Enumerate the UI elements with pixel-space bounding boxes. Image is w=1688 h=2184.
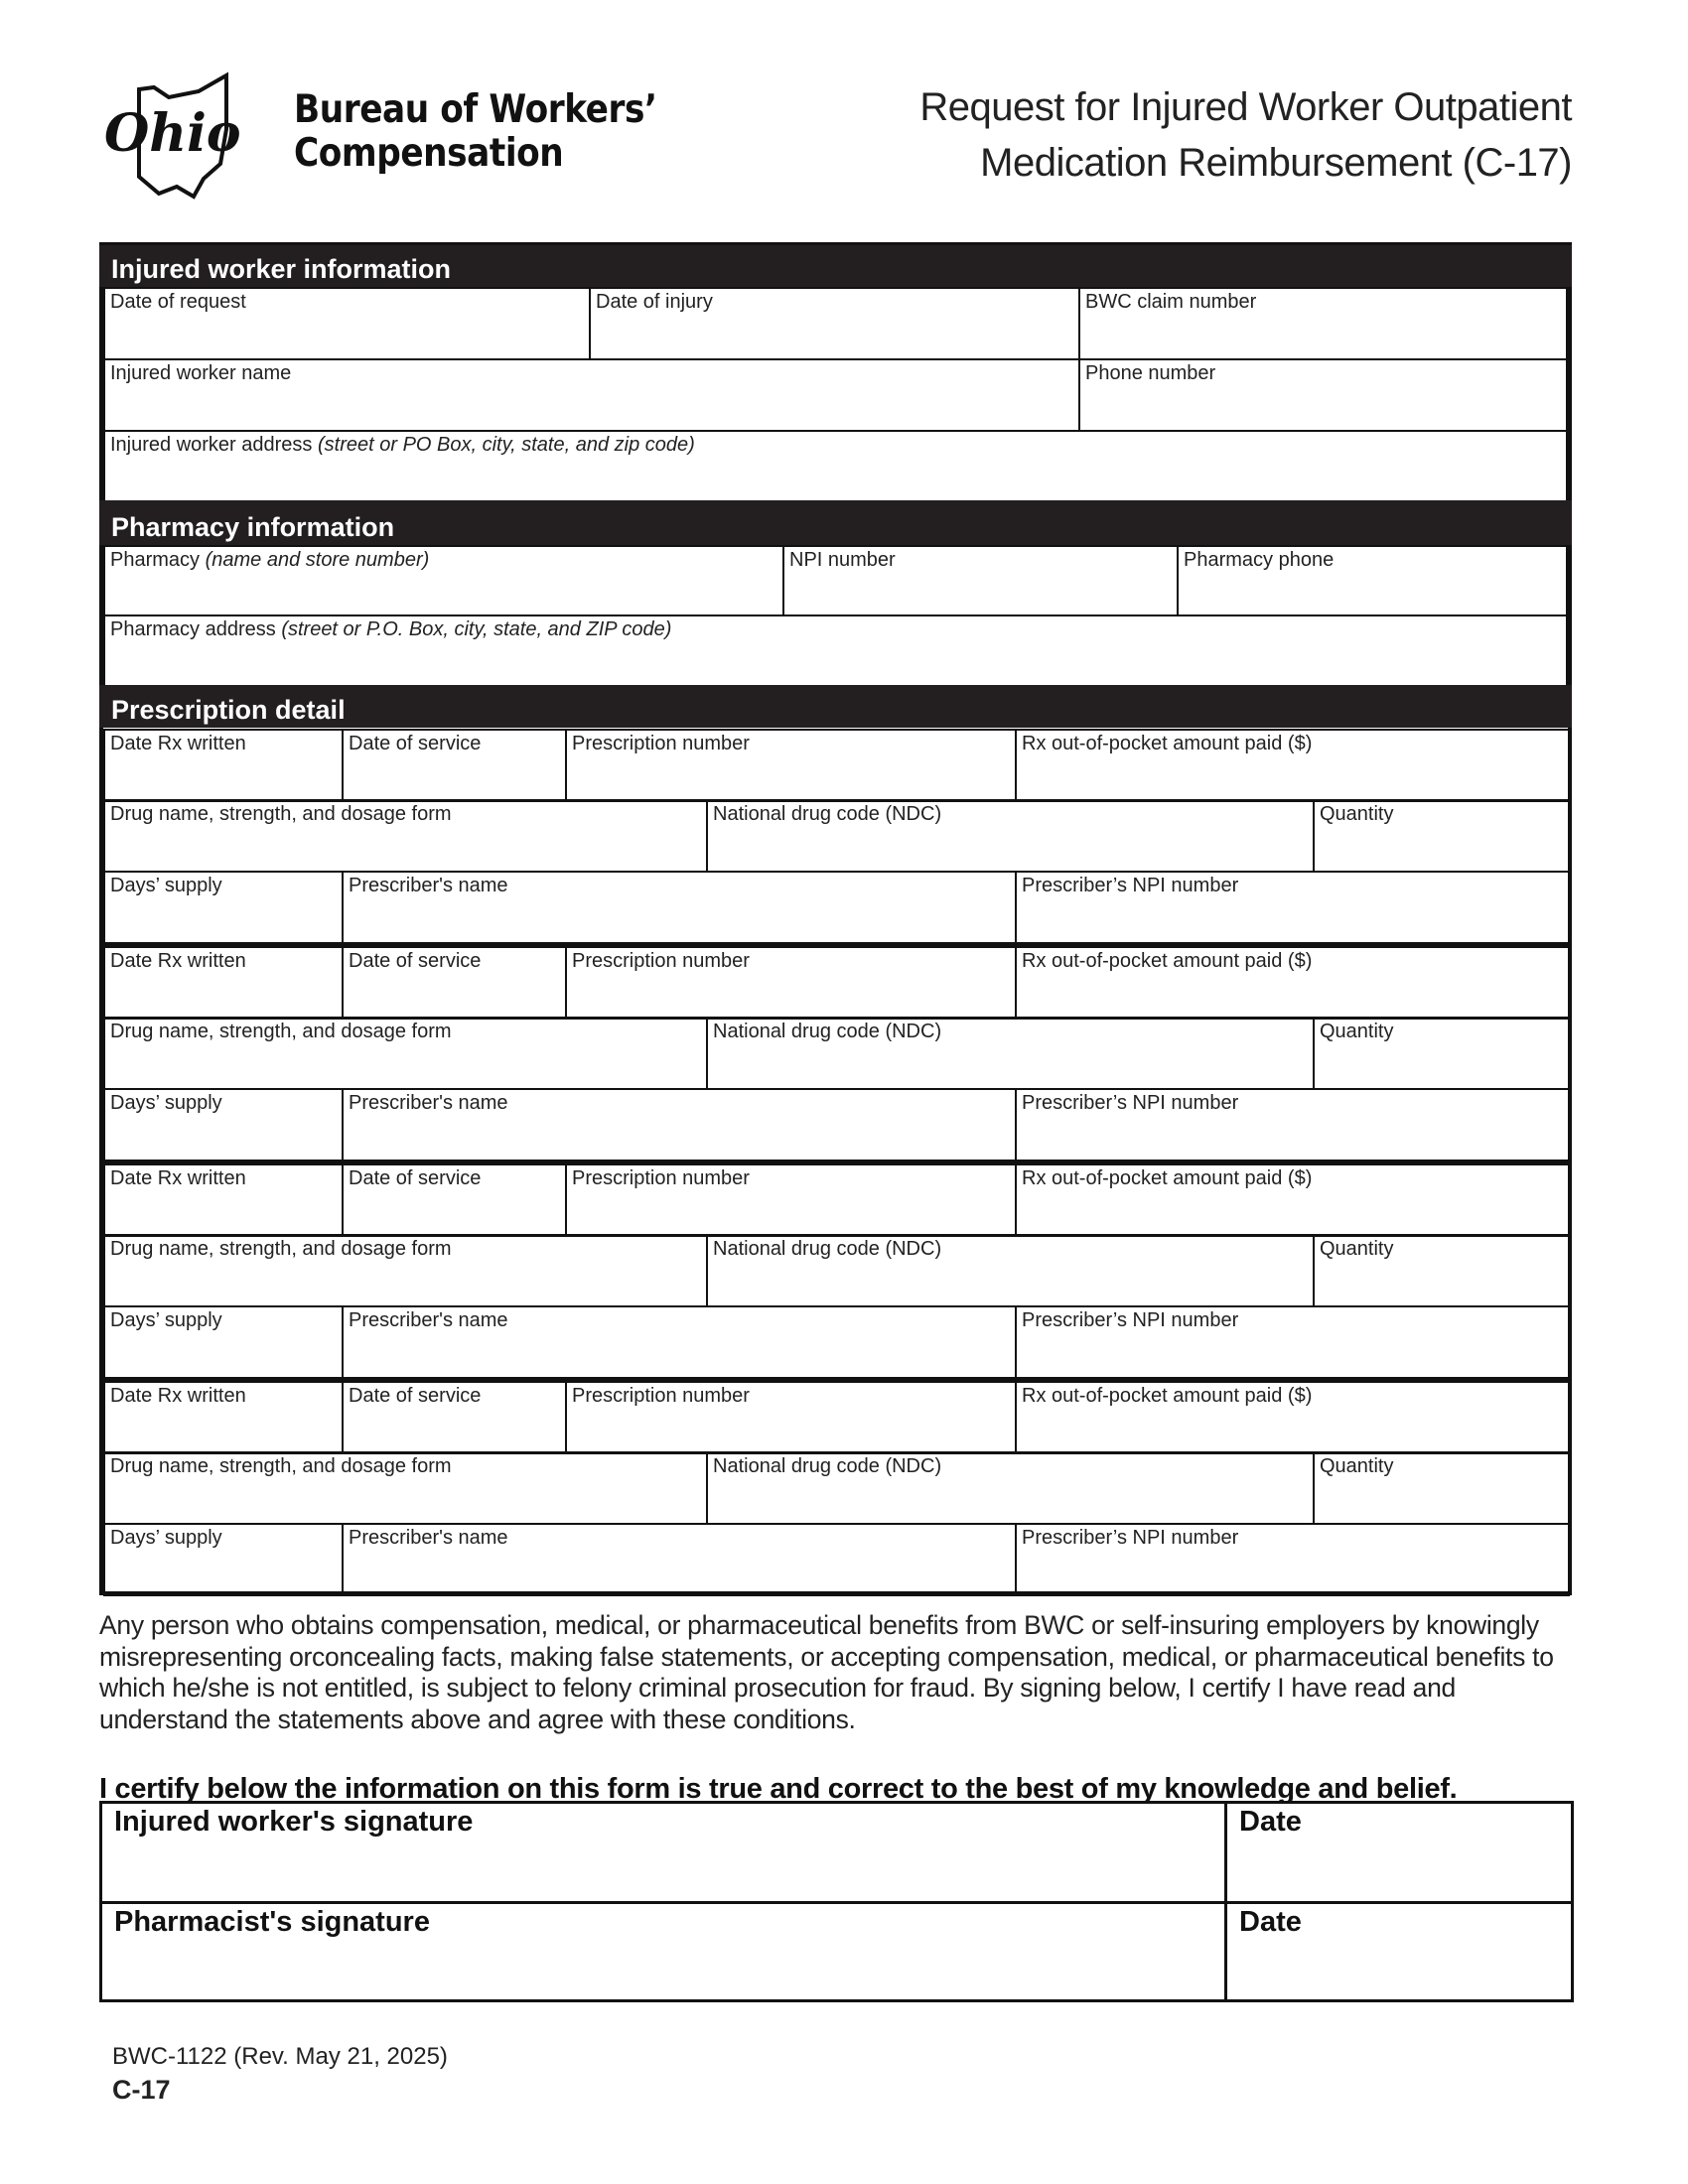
prescriber-name-field[interactable] <box>342 871 1017 944</box>
fraud-disclaimer: Any person who obtains compensation, medical, or pharmaceutical benefits from BWC or self-insuring employers by knowingly misrepresenting orconcealing facts, making false statements, or accepting compensation, medical, or pharmaceutical benefits to which he/she is not entitled, is subject to felony criminal prosecution for fraud. By signing below, I certify I have read and understand the statements above and agree with these conditions. <box>99 1610 1554 1734</box>
org-name-line1: Bureau of Workers’ <box>294 87 657 132</box>
field-label: Date of service <box>349 733 482 754</box>
section-heading-injured-worker: Injured worker information <box>99 245 1572 287</box>
prescription-number-field[interactable] <box>565 946 1017 1020</box>
field-hint: (street or P.O. Box, city, state, and ZIP code) <box>281 618 672 640</box>
field-label: Prescriber's name <box>349 1309 508 1331</box>
prescriber-npi-field[interactable] <box>1015 871 1570 944</box>
field-label: Date of injury <box>596 291 713 313</box>
pharmacy-npi-field[interactable] <box>782 545 1179 616</box>
prescriber-name-field[interactable] <box>342 1305 1017 1379</box>
field-label: Pharmacy address <box>110 618 276 640</box>
field-label: Days’ supply <box>110 1527 222 1549</box>
field-label: Date Rx written <box>110 950 246 972</box>
days-supply-field[interactable] <box>103 1523 344 1596</box>
quantity-field[interactable] <box>1313 1017 1570 1090</box>
date-rx-written-field[interactable] <box>103 729 344 802</box>
prescriber-npi-field[interactable] <box>1015 1523 1570 1596</box>
worker-name-field[interactable] <box>103 358 1080 432</box>
field-label: Prescriber's name <box>349 1527 508 1549</box>
quantity-field[interactable] <box>1313 1451 1570 1525</box>
ohio-logo <box>99 69 268 204</box>
claim-number-field[interactable] <box>1078 287 1568 360</box>
field-label: Prescription number <box>572 950 750 972</box>
quantity-field[interactable] <box>1313 799 1570 873</box>
amount-paid-field[interactable] <box>1015 946 1570 1020</box>
date-of-request-field[interactable] <box>103 287 591 360</box>
field-label: Phone number <box>1085 362 1216 384</box>
field-label: Date Rx written <box>110 1385 246 1407</box>
group-divider <box>99 1161 1572 1165</box>
date-rx-written-field[interactable] <box>103 1163 344 1237</box>
form-code: C-17 <box>112 2075 171 2105</box>
field-label: Date of service <box>349 1385 482 1407</box>
ndc-field[interactable] <box>706 1451 1315 1525</box>
date-rx-written-field[interactable] <box>103 1381 344 1454</box>
field-label: Pharmacy phone <box>1184 549 1335 571</box>
amount-paid-field[interactable] <box>1015 729 1570 802</box>
svg-text:Ohio: Ohio <box>104 103 241 164</box>
field-label: Prescriber’s NPI number <box>1022 875 1239 896</box>
worker-address-field[interactable] <box>103 430 1568 502</box>
drug-name-field[interactable] <box>103 1017 708 1090</box>
field-label: Drug name, strength, and dosage form <box>110 1455 452 1477</box>
pharmacist-signature-field[interactable] <box>99 1901 1227 2002</box>
field-label: Drug name, strength, and dosage form <box>110 803 452 825</box>
date-of-service-field[interactable] <box>342 729 567 802</box>
date-of-injury-field[interactable] <box>589 287 1080 360</box>
field-label: Prescriber’s NPI number <box>1022 1309 1239 1331</box>
field-label: Date of service <box>349 1167 482 1189</box>
field-label: Quantity <box>1320 1021 1394 1042</box>
prescriber-npi-field[interactable] <box>1015 1305 1570 1379</box>
prescription-number-field[interactable] <box>565 729 1017 802</box>
field-label: Prescriber’s NPI number <box>1022 1092 1239 1114</box>
worker-signature-field[interactable] <box>99 1801 1227 1904</box>
prescriber-name-field[interactable] <box>342 1523 1017 1596</box>
field-label: National drug code (NDC) <box>713 803 942 825</box>
field-label: NPI number <box>789 549 896 571</box>
date-of-service-field[interactable] <box>342 1163 567 1237</box>
amount-paid-field[interactable] <box>1015 1381 1570 1454</box>
amount-paid-field[interactable] <box>1015 1163 1570 1237</box>
date-of-service-field[interactable] <box>342 1381 567 1454</box>
prescriber-npi-field[interactable] <box>1015 1088 1570 1161</box>
field-label: Date Rx written <box>110 733 246 754</box>
field-label: Quantity <box>1320 803 1394 825</box>
worker-phone-field[interactable] <box>1078 358 1568 432</box>
field-label: Injured worker address <box>110 434 313 456</box>
prescription-number-field[interactable] <box>565 1163 1017 1237</box>
certification-statement: I certify below the information on this form is true and correct to the best of my knowledge and belief. <box>99 1773 1458 1805</box>
drug-name-field[interactable] <box>103 1234 708 1307</box>
field-label: Date of request <box>110 291 246 313</box>
field-label: Date of service <box>349 950 482 972</box>
field-label: National drug code (NDC) <box>713 1021 942 1042</box>
field-label: Date <box>1239 1806 1302 1838</box>
days-supply-field[interactable] <box>103 1305 344 1379</box>
field-label: Quantity <box>1320 1455 1394 1477</box>
ndc-field[interactable] <box>706 799 1315 873</box>
pharmacy-name-field[interactable] <box>103 545 784 616</box>
field-label: Date Rx written <box>110 1167 246 1189</box>
field-label: Rx out-of-pocket amount paid ($) <box>1022 1385 1313 1407</box>
field-label: Rx out-of-pocket amount paid ($) <box>1022 1167 1313 1189</box>
ndc-field[interactable] <box>706 1017 1315 1090</box>
field-label: Drug name, strength, and dosage form <box>110 1021 452 1042</box>
group-divider <box>99 1379 1572 1383</box>
quantity-field[interactable] <box>1313 1234 1570 1307</box>
field-label: Prescriber’s NPI number <box>1022 1527 1239 1549</box>
ndc-field[interactable] <box>706 1234 1315 1307</box>
drug-name-field[interactable] <box>103 799 708 873</box>
field-hint: (name and store number) <box>205 549 430 571</box>
form-title-line1: Request for Injured Worker Outpatient <box>919 85 1572 129</box>
form-title-line2: Medication Reimbursement (C-17) <box>980 141 1572 185</box>
field-hint: (street or PO Box, city, state, and zip code) <box>318 434 695 456</box>
field-label: Prescription number <box>572 1385 750 1407</box>
field-label: Drug name, strength, and dosage form <box>110 1238 452 1260</box>
field-label: Quantity <box>1320 1238 1394 1260</box>
field-label: Prescriber's name <box>349 875 508 896</box>
field-label: Injured worker name <box>110 362 292 384</box>
pharmacy-phone-field[interactable] <box>1177 545 1568 616</box>
field-label: Days’ supply <box>110 1309 222 1331</box>
worker-signature-date-field[interactable] <box>1224 1801 1574 1904</box>
field-label: Rx out-of-pocket amount paid ($) <box>1022 950 1313 972</box>
field-label: Injured worker's signature <box>114 1806 474 1838</box>
field-label: BWC claim number <box>1085 291 1257 313</box>
field-label: Days’ supply <box>110 1092 222 1114</box>
section-heading-prescription: Prescription detail <box>99 685 1572 728</box>
days-supply-field[interactable] <box>103 1088 344 1161</box>
field-label: Days’ supply <box>110 875 222 896</box>
days-supply-field[interactable] <box>103 871 344 944</box>
date-of-service-field[interactable] <box>342 946 567 1020</box>
field-label: Rx out-of-pocket amount paid ($) <box>1022 733 1313 754</box>
field-label: Prescriber's name <box>349 1092 508 1114</box>
section-heading-pharmacy: Pharmacy information <box>99 500 1572 545</box>
field-label: National drug code (NDC) <box>713 1238 942 1260</box>
prescriber-name-field[interactable] <box>342 1088 1017 1161</box>
pharmacist-signature-date-field[interactable] <box>1224 1901 1574 2002</box>
date-rx-written-field[interactable] <box>103 946 344 1020</box>
org-name-line2: Compensation <box>294 131 564 176</box>
drug-name-field[interactable] <box>103 1451 708 1525</box>
field-label: Date <box>1239 1906 1302 1938</box>
field-label: Prescription number <box>572 733 750 754</box>
group-divider <box>99 944 1572 948</box>
field-label: Prescription number <box>572 1167 750 1189</box>
field-label: Pharmacist's signature <box>114 1906 430 1938</box>
field-label: National drug code (NDC) <box>713 1455 942 1477</box>
pharmacy-address-field[interactable] <box>103 614 1568 687</box>
form-revision: BWC-1122 (Rev. May 21, 2025) <box>112 2043 448 2070</box>
prescription-number-field[interactable] <box>565 1381 1017 1454</box>
field-label: Pharmacy <box>110 549 201 571</box>
